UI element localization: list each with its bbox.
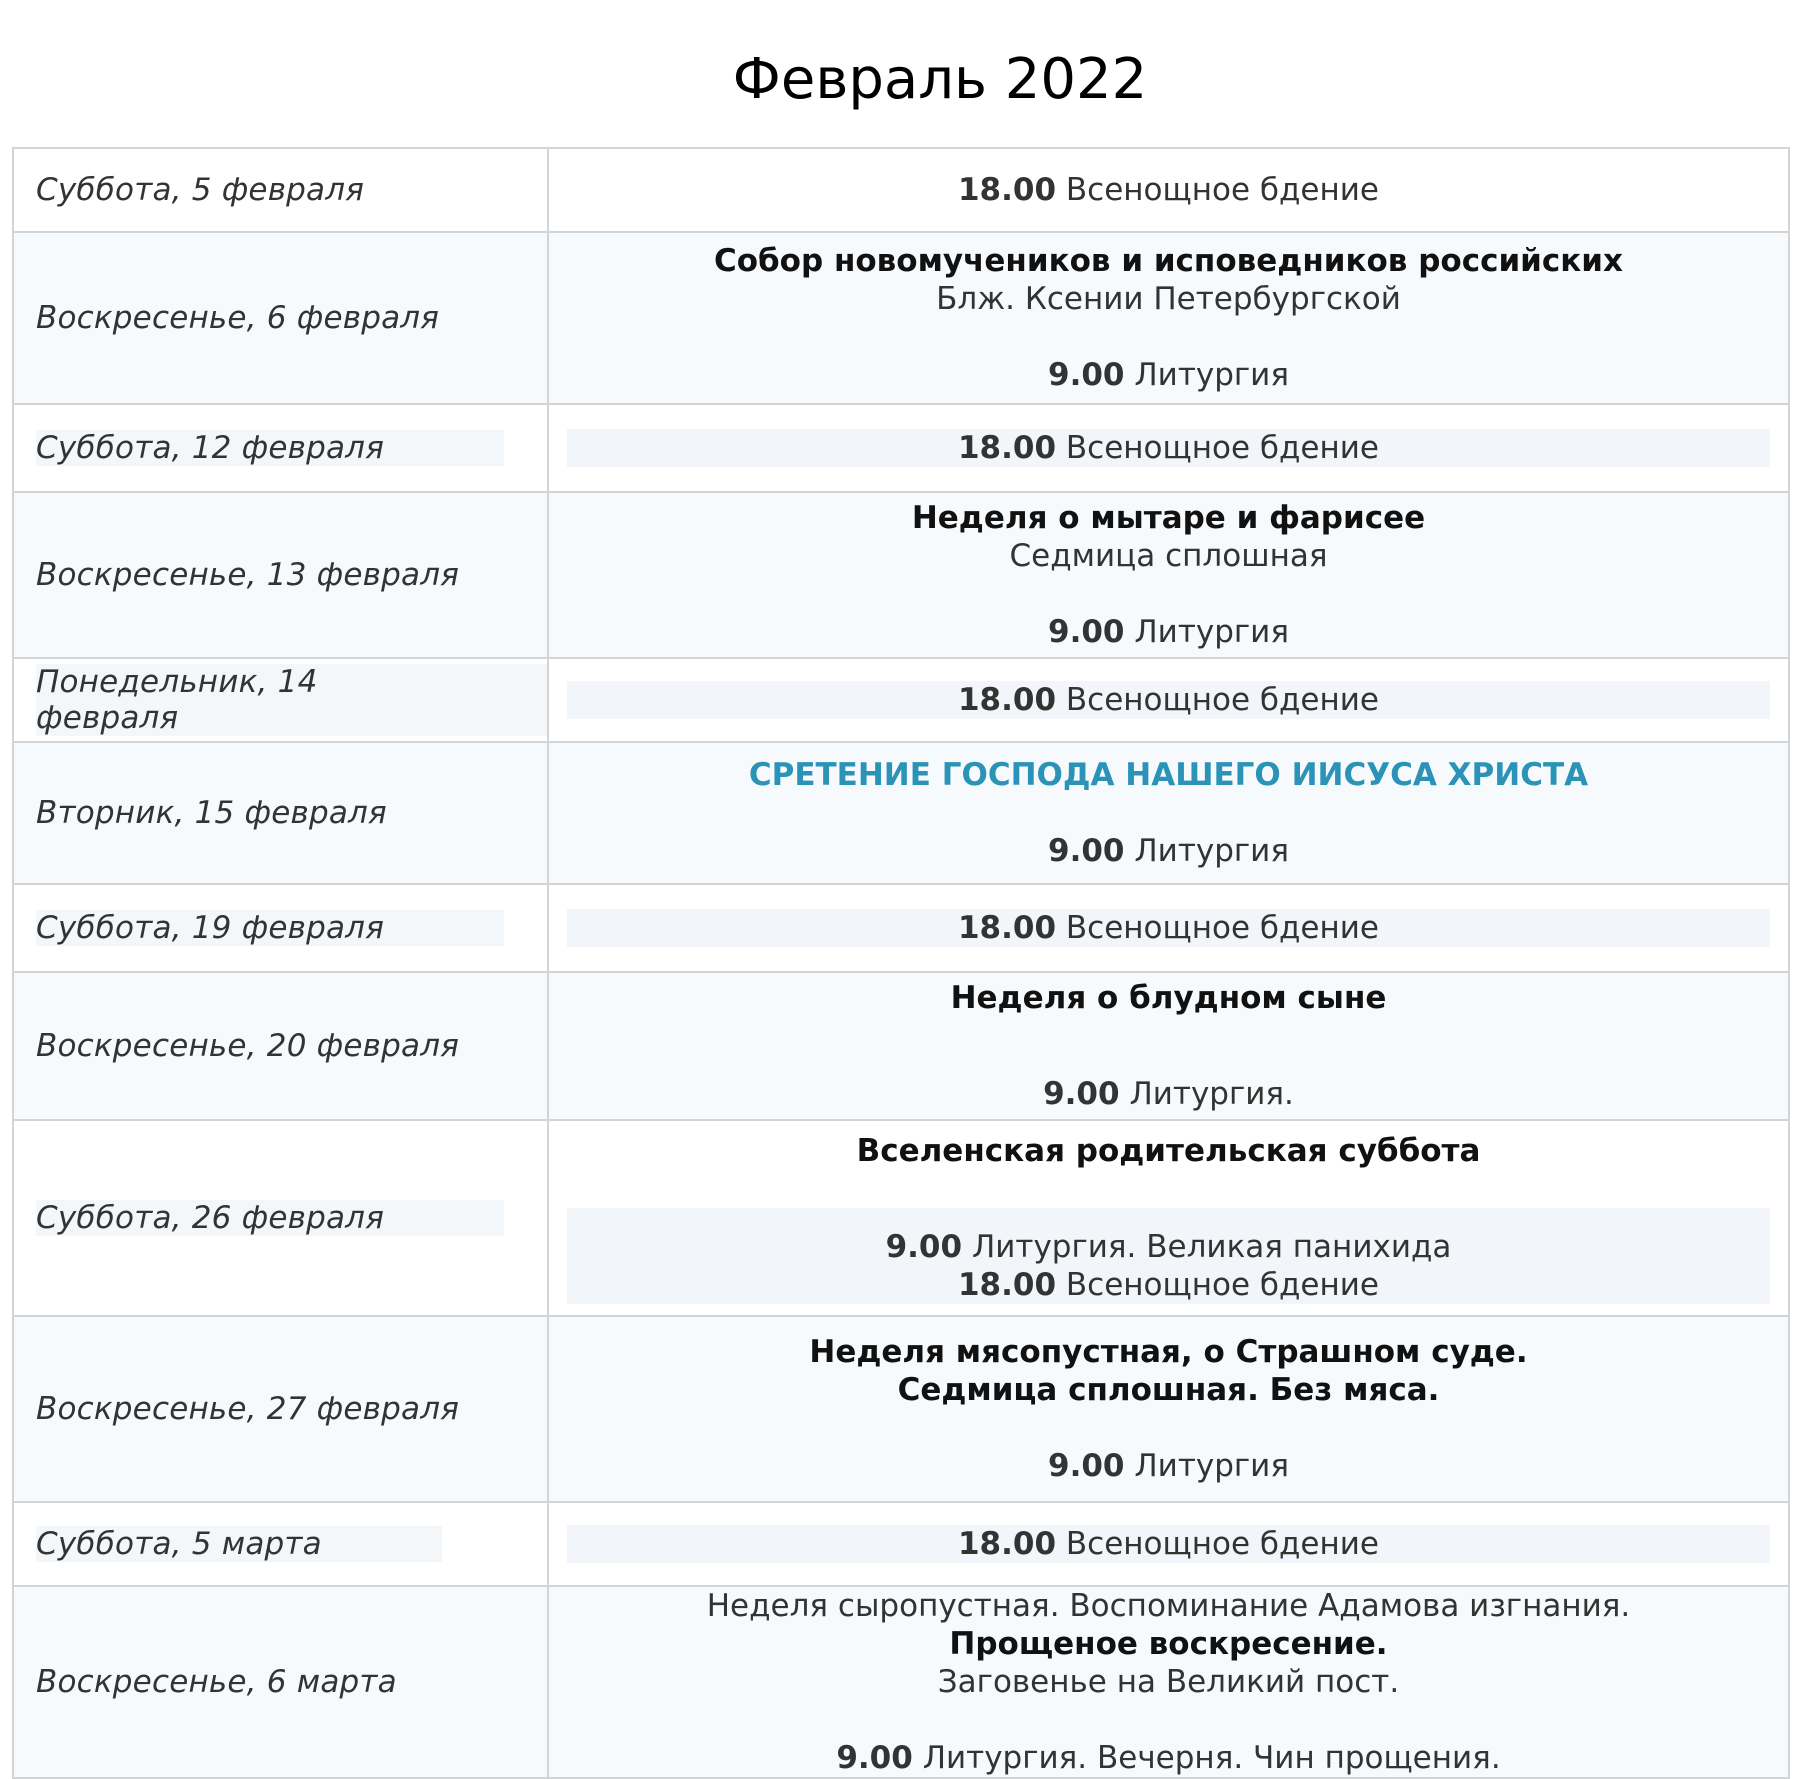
service-cell [548, 492, 1789, 658]
schedule-table [12, 147, 1790, 1779]
feast-title: Неделя мясопустная, о Страшном суде. [809, 1334, 1528, 1370]
service-time: 18.00 [957, 172, 1057, 208]
service-line [565, 832, 1772, 870]
service-text: Литургия [1134, 614, 1289, 650]
service-time: 9.00 [836, 1740, 913, 1776]
date-cell [13, 1502, 548, 1586]
feast-title: Вселенская родительская суббота [856, 1133, 1481, 1169]
service-cell [548, 742, 1789, 884]
table-row [13, 232, 1789, 404]
date-label: Воскресенье, 6 февраля [36, 300, 440, 336]
service-text: Всенощное бдение [1065, 1526, 1379, 1562]
date-label: Воскресенье, 13 февраля [36, 557, 460, 593]
service-cell [548, 1502, 1789, 1586]
table-row [13, 1120, 1789, 1316]
table-row [13, 148, 1789, 232]
feast-title: Прощеное воскресение. [949, 1626, 1388, 1662]
service-cell [548, 232, 1789, 404]
service-text: Всенощное бдение [1065, 910, 1379, 946]
date-cell [13, 1120, 548, 1316]
service-time: 18.00 [957, 682, 1057, 718]
service-cell [548, 1316, 1789, 1502]
table-row [13, 742, 1789, 884]
major-feast-title: СРЕТЕНИЕ ГОСПОДА НАШЕГО ИИСУСА ХРИСТА [748, 757, 1589, 793]
date-label: Воскресенье, 20 февраля [36, 1028, 460, 1064]
service-cell [548, 972, 1789, 1120]
service-line [567, 909, 1770, 947]
service-text: Литургия. [1129, 1076, 1294, 1112]
service-time: 18.00 [957, 430, 1057, 466]
service-time: 9.00 [1048, 833, 1125, 869]
service-cell [548, 1120, 1789, 1316]
service-text: Всенощное бдение [1065, 682, 1379, 718]
service-line [567, 1228, 1770, 1266]
service-line [565, 1447, 1772, 1485]
service-time: 9.00 [1048, 1448, 1125, 1484]
table-row [13, 404, 1789, 492]
date-cell [13, 884, 548, 972]
service-line [565, 613, 1772, 651]
table-row [13, 1586, 1789, 1778]
service-cell [548, 148, 1789, 232]
service-time: 18.00 [957, 1267, 1057, 1303]
service-text: Литургия. Вечерня. Чин прощения. [922, 1740, 1501, 1776]
service-line [565, 1075, 1772, 1113]
service-line [565, 356, 1772, 394]
date-label: Суббота, 12 февраля [36, 430, 504, 466]
service-text: Литургия. Великая панихида [971, 1229, 1452, 1265]
date-cell [13, 1316, 548, 1502]
page-title: Февраль 2022 [732, 47, 1148, 112]
table-row [13, 492, 1789, 658]
feast-subtitle: Блж. Ксении Петербургской [936, 281, 1401, 317]
service-line [567, 1266, 1770, 1304]
service-time: 18.00 [957, 1526, 1057, 1562]
service-line [565, 171, 1772, 209]
service-cell [548, 1586, 1789, 1778]
service-text: Литургия [1134, 1448, 1289, 1484]
service-time: 18.00 [957, 910, 1057, 946]
date-cell [13, 742, 548, 884]
service-text: Всенощное бдение [1065, 430, 1379, 466]
feast-title: Неделя о мытаре и фарисее [911, 500, 1426, 536]
date-label: Суббота, 26 февраля [36, 1200, 504, 1236]
service-text: Всенощное бдение [1065, 1267, 1379, 1303]
service-text: Литургия [1134, 833, 1289, 869]
service-time: 9.00 [1048, 614, 1125, 650]
date-cell [13, 404, 548, 492]
date-cell [13, 492, 548, 658]
feast-title: Собор новомучеников и исповедников российских [713, 243, 1624, 279]
date-cell [13, 658, 548, 742]
date-cell [13, 148, 548, 232]
feast-subtitle: Неделя сыропустная. Воспоминание Адамова изгнания. [706, 1588, 1631, 1624]
date-label: Вторник, 15 февраля [36, 795, 387, 831]
table-row [13, 972, 1789, 1120]
service-line [567, 1525, 1770, 1563]
date-label: Суббота, 5 марта [36, 1526, 442, 1562]
service-cell [548, 884, 1789, 972]
service-cell [548, 404, 1789, 492]
service-text: Литургия [1134, 357, 1289, 393]
table-row [13, 884, 1789, 972]
feast-title: Неделя о блудном сыне [950, 980, 1387, 1016]
service-line [565, 1739, 1772, 1777]
service-line [567, 681, 1770, 719]
service-line [567, 429, 1770, 467]
date-label: Воскресенье, 27 февраля [36, 1391, 460, 1427]
date-label: Воскресенье, 6 марта [36, 1664, 397, 1700]
service-cell [548, 658, 1789, 742]
feast-subtitle: Седмица сплошная [1009, 538, 1328, 574]
feast-title: Седмица сплошная. Без мяса. [897, 1372, 1440, 1408]
date-label: Суббота, 19 февраля [36, 910, 504, 946]
service-time: 9.00 [885, 1229, 963, 1265]
table-row [13, 1502, 1789, 1586]
feast-subtitle: Заговенье на Великий пост. [937, 1664, 1400, 1700]
date-cell [13, 232, 548, 404]
date-cell [13, 1586, 548, 1778]
date-cell [13, 972, 548, 1120]
service-time: 9.00 [1043, 1076, 1120, 1112]
date-label: Суббота, 5 февраля [36, 172, 365, 208]
date-label: Понедельник, 14 февраля [36, 664, 547, 736]
table-row [13, 1316, 1789, 1502]
service-text: Всенощное бдение [1065, 172, 1379, 208]
table-row [13, 658, 1789, 742]
service-time: 9.00 [1048, 357, 1125, 393]
